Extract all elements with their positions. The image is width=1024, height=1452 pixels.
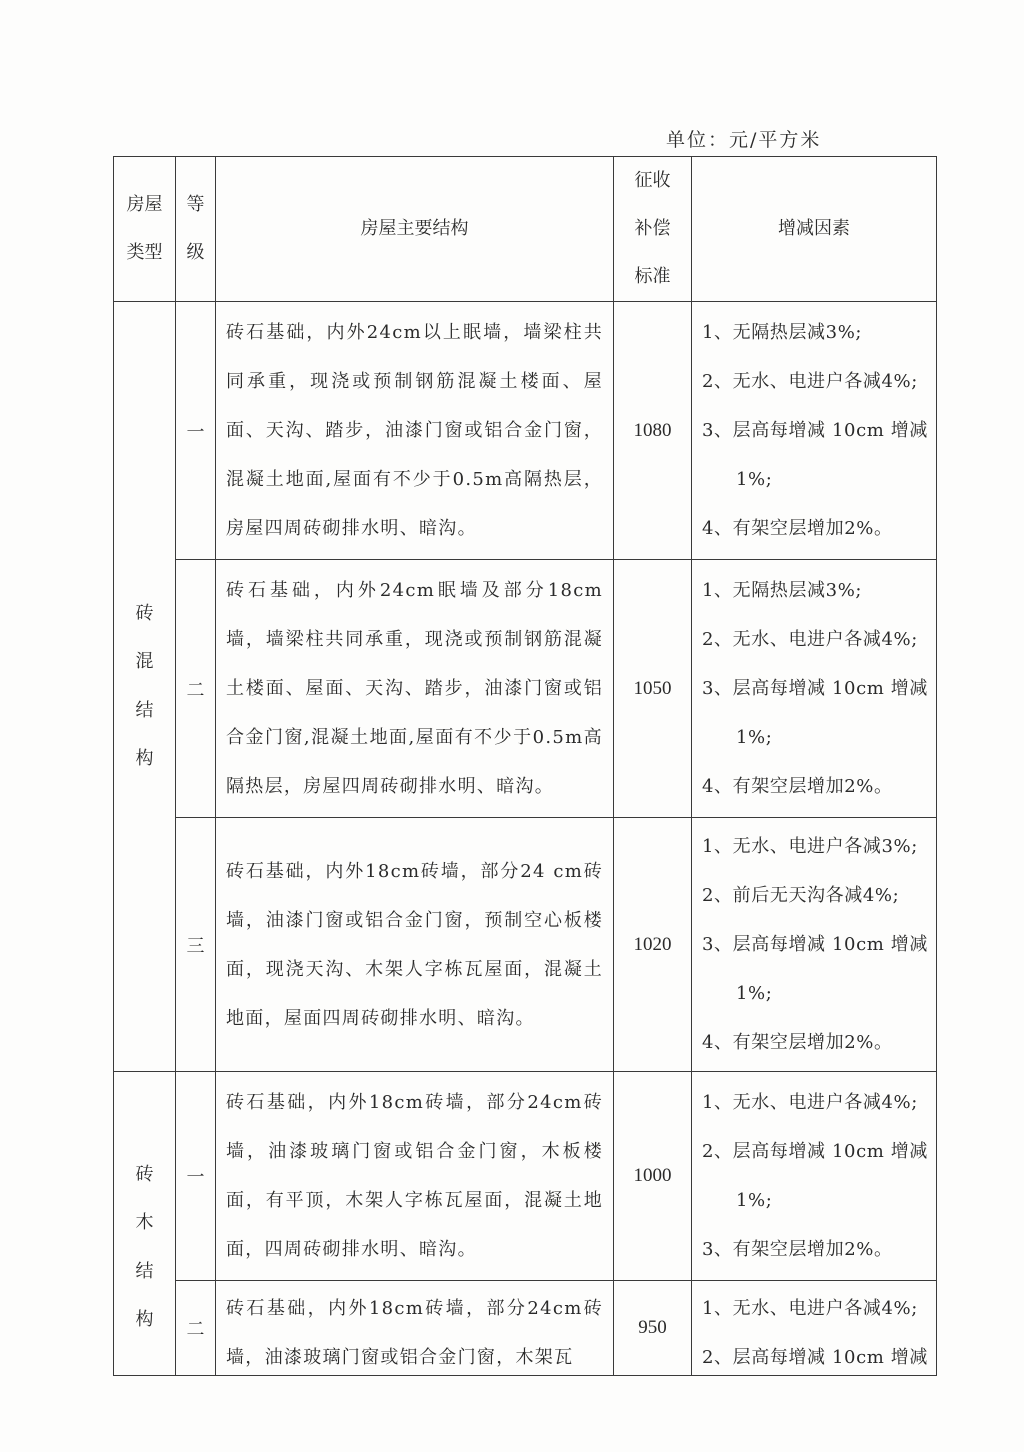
- type-char: 结: [135, 699, 154, 721]
- header-factors: 增减因素: [692, 157, 937, 302]
- grade-cell: 三: [176, 818, 216, 1072]
- structure-text-clipped: 砖石基础，内外18cm砖墙，部分24cm砖墙，油漆玻璃门窗或铝合金门窗，木架瓦: [226, 1298, 603, 1368]
- factors-cell: [692, 302, 937, 560]
- header-standard-line1: 征收: [634, 170, 671, 191]
- factor-item: 1、无水、电进户各减4%;: [702, 1298, 918, 1319]
- grade-cell: 二: [176, 560, 216, 818]
- compensation-table: [113, 156, 937, 1376]
- header-standard: [614, 157, 692, 302]
- type-char: 砖: [135, 1163, 154, 1185]
- factor-item: 1、无隔热层减3%;: [702, 322, 863, 343]
- factor-item: 3、层高每增减 10cm 增减: [702, 420, 928, 441]
- table-row: [114, 818, 937, 1072]
- factor-item: 3、层高每增减 10cm 增减: [702, 934, 928, 955]
- header-grade-line2: 级: [186, 242, 205, 263]
- unit-label: 单位：元/平方米: [666, 129, 822, 151]
- type-char: 混: [135, 651, 154, 672]
- factor-item-continuation: 1%;: [736, 469, 773, 490]
- factor-item: 3、有架空层增加2%。: [702, 1239, 893, 1260]
- structure-cell: 砖石基础，内外24cm眠墙及部分18cm墙，墙梁柱共同承重，现浇或预制钢筋混凝土楼面、屋面、天沟、踏步，油漆门窗或铝合金门窗,混凝土地面,屋面有不少于0.5m高隔热层，房屋四周砖砌排水明、暗沟。: [216, 560, 614, 818]
- header-grade: [176, 157, 216, 302]
- factor-item: 4、有架空层增加2%。: [702, 1032, 893, 1053]
- header-type-line1: 房屋: [126, 194, 163, 215]
- factor-item: 2、层高每增减 10cm 增减: [702, 1141, 928, 1162]
- header-row: [114, 157, 937, 302]
- table-row: [114, 1072, 937, 1281]
- standard-cell: 1050: [614, 560, 692, 818]
- factor-item: 4、有架空层增加2%。: [702, 518, 893, 539]
- factor-item: 2、无水、电进户各减4%;: [702, 629, 918, 650]
- grade-cell: 一: [176, 302, 216, 560]
- structure-cell: 砖石基础，内外18cm砖墙，部分24 cm砖墙，油漆门窗或铝合金门窗，预制空心板楼面，现浇天沟、木架人字栋瓦屋面，混凝土地面，屋面四周砖砌排水明、暗沟。: [216, 818, 614, 1072]
- type-char: 构: [135, 1309, 154, 1330]
- header-standard-line3: 标准: [634, 266, 671, 287]
- factor-item: 1、无隔热层减3%;: [702, 580, 863, 601]
- grade-cell: 一: [176, 1072, 216, 1281]
- factors-cell: [692, 1281, 937, 1376]
- grade-cell: 二: [176, 1281, 216, 1376]
- type-cell-brick-concrete: [114, 302, 176, 1072]
- type-cell-brick-wood: [114, 1072, 176, 1376]
- factor-item: 3、层高每增减 10cm 增减: [702, 678, 928, 699]
- table-row: [114, 1281, 937, 1376]
- standard-cell: 1020: [614, 818, 692, 1072]
- standard-cell: 1080: [614, 302, 692, 560]
- factor-item: 2、层高每增减 10cm 增减: [702, 1347, 928, 1368]
- factor-item: 1、无水、电进户各减3%;: [702, 836, 918, 857]
- header-grade-line1: 等: [186, 194, 205, 215]
- structure-cell: [216, 1281, 614, 1376]
- header-type-line2: 类型: [126, 242, 163, 263]
- factor-item-continuation: 1%;: [736, 983, 773, 1004]
- standard-cell: 1000: [614, 1072, 692, 1281]
- factor-item-continuation: 1%;: [736, 1190, 773, 1211]
- type-char: 结: [135, 1260, 154, 1282]
- table-row: [114, 560, 937, 818]
- factors-cell: [692, 560, 937, 818]
- factor-item: 2、无水、电进户各减4%;: [702, 371, 918, 392]
- standard-cell: 950: [614, 1281, 692, 1376]
- type-char: 砖: [135, 602, 154, 624]
- header-standard-line2: 补偿: [634, 218, 671, 239]
- factor-item: 4、有架空层增加2%。: [702, 776, 893, 797]
- factors-cell: [692, 1072, 937, 1281]
- structure-cell: 砖石基础，内外18cm砖墙，部分24cm砖墙，油漆玻璃门窗或铝合金门窗，木板楼面，有平顶，木架人字栋瓦屋面，混凝土地面，四周砖砌排水明、暗沟。: [216, 1072, 614, 1281]
- factor-item-continuation: 1%;: [736, 727, 773, 748]
- type-char: 木: [135, 1212, 154, 1233]
- factor-item: 2、前后无天沟各减4%;: [702, 885, 900, 906]
- type-char: 构: [135, 748, 154, 769]
- header-type: [114, 157, 176, 302]
- structure-cell: 砖石基础，内外24cm以上眠墙，墙梁柱共同承重，现浇或预制钢筋混凝土楼面、屋面、天沟、踏步，油漆门窗或铝合金门窗，混凝土地面,屋面有不少于0.5m高隔热层，房屋四周砖砌排水明、暗沟。: [216, 302, 614, 560]
- header-structure: 房屋主要结构: [216, 157, 614, 302]
- factor-item: 1、无水、电进户各减4%;: [702, 1092, 918, 1113]
- table-row: [114, 302, 937, 560]
- factors-cell: [692, 818, 937, 1072]
